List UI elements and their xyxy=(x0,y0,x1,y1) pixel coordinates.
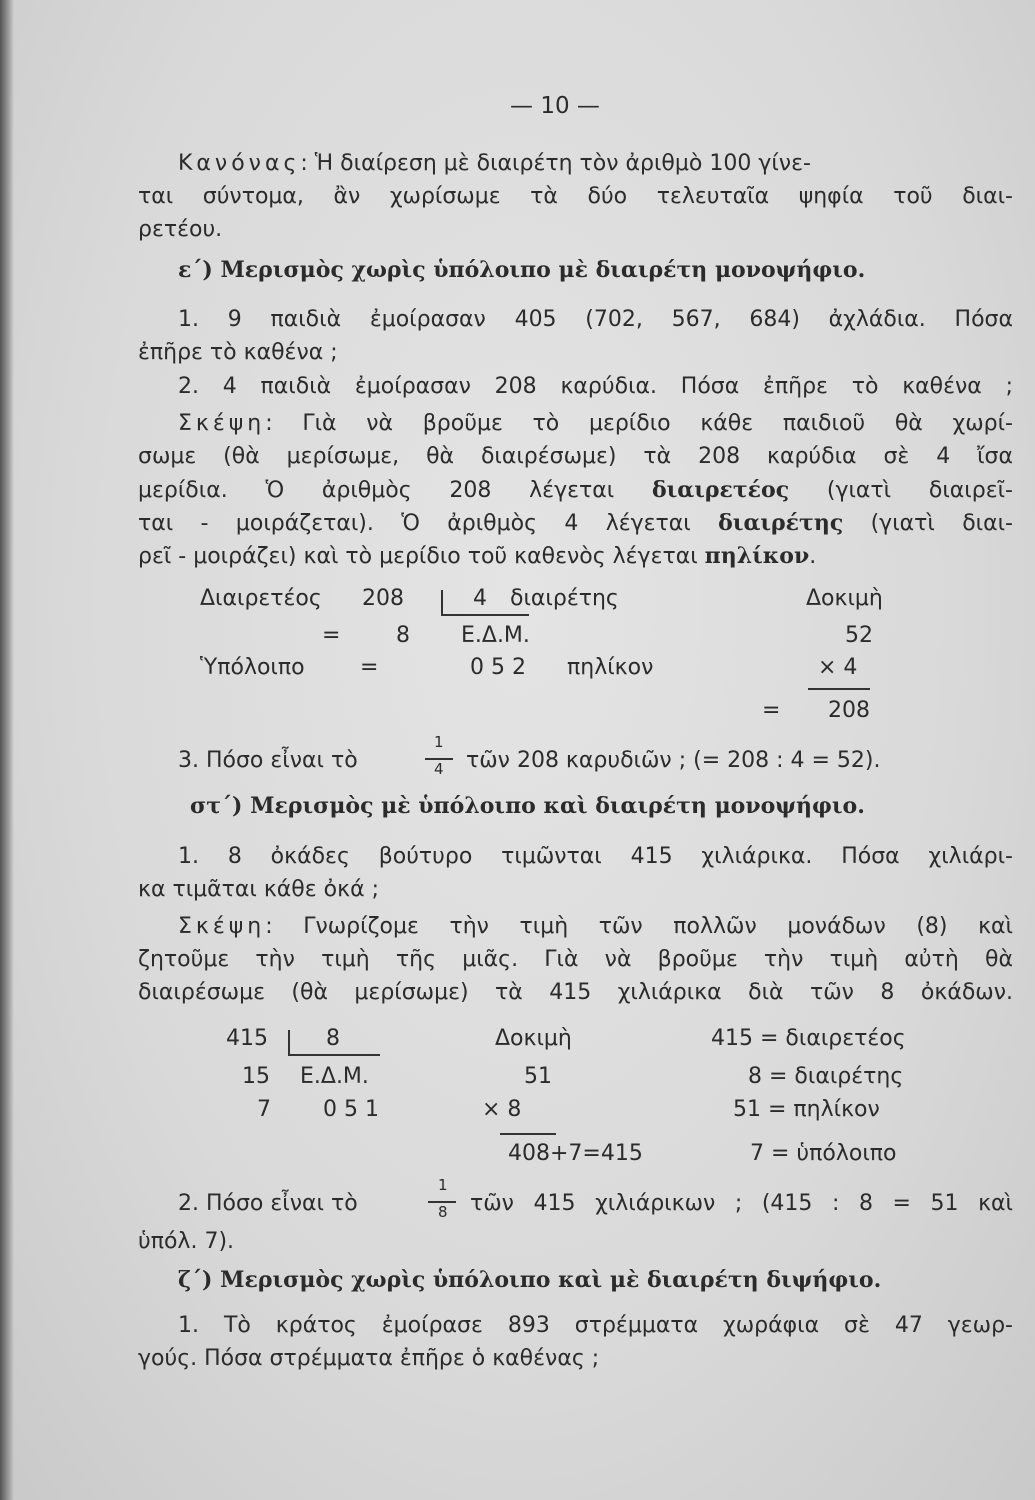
step-equals: = xyxy=(322,623,341,648)
check-result: 208 xyxy=(828,698,870,723)
division-bar xyxy=(441,590,443,616)
term-divisor: διαιρέτης xyxy=(718,510,844,536)
section-e-problem-3-start: 3. Πόσο εἶναι τὸ xyxy=(178,748,358,773)
edm-label: Ε.Δ.Μ. xyxy=(300,1064,369,1089)
remainder-equals: = xyxy=(360,655,379,680)
rule-line-3: ρετέου. xyxy=(138,217,223,242)
step-2: 7 xyxy=(257,1097,271,1122)
quotient-value: 0 5 1 xyxy=(323,1097,379,1122)
legend-divisor: 8 = διαιρέτης xyxy=(748,1064,904,1089)
section-e-thought-1: Σκέψη: Γιὰ νὰ βροῦμε τὸ μερίδιο κάθε παιδιοῦ θὰ χωρί- xyxy=(178,411,1013,436)
legend-quotient: 51 = πηλίκον xyxy=(733,1097,880,1122)
step-1: 15 xyxy=(242,1064,270,1089)
section-z-problem-1-cont: γούς. Πόσα στρέμματα ἐπῆρε ὁ καθένας ; xyxy=(138,1346,600,1371)
check-multiplier: × 8 xyxy=(482,1097,522,1122)
check-rule xyxy=(808,688,870,690)
check-multiplier: × 4 xyxy=(818,655,858,680)
section-e-thought-5: ρεῖ - μοιράζει) καὶ τὸ μερίδιο τοῦ καθενὸς λέγεται πηλίκον. xyxy=(138,543,817,569)
section-st-problem-2-end: τῶν 415 χιλιάρικων ; (415 : 8 = 51 καὶ xyxy=(470,1191,1013,1216)
fraction-denominator: 8 xyxy=(438,1203,448,1221)
legend-dividend: 415 = διαιρετέος xyxy=(711,1026,906,1051)
section-z-heading: ζ΄) Μερισμὸς χωρὶς ὑπόλοιπο καὶ μὲ διαιρέτη διψήφιο. xyxy=(178,1267,882,1293)
section-e-thought-3: μερίδια. Ὁ ἀριθμὸς 208 λέγεται διαιρετέος (γιατὶ διαιρεῖ- xyxy=(138,477,1013,503)
thought-label: Σκέψη xyxy=(178,914,266,939)
section-e-problem-1: 1. 9 παιδιὰ ἐμοίρασαν 405 (702, 567, 684) ἀχλάδια. Πόσα xyxy=(178,307,1013,332)
check-rule xyxy=(500,1133,556,1135)
check-quotient: 52 xyxy=(845,623,873,648)
section-st-heading: στ΄) Μερισμὸς μὲ ὑπόλοιπο καὶ διαιρέτη μονοψήφιο. xyxy=(190,793,865,819)
step-value: 8 xyxy=(396,623,410,648)
check-result: 408+7=415 xyxy=(508,1141,643,1166)
page-edge-shadow xyxy=(0,0,14,1500)
section-e-heading: ε΄) Μερισμὸς χωρὶς ὑπόλοιπο μὲ διαιρέτη μονοψήφιο. xyxy=(178,257,866,283)
section-st-problem-1-cont: κα τιμᾶται κάθε ὀκά ; xyxy=(138,877,379,902)
quotient-label: πηλίκον xyxy=(567,655,654,680)
rule-line-1: Κανόνας: Ἡ διαίρεση μὲ διαιρέτη τὸν ἀριθμὸ 100 γίνε- xyxy=(178,151,811,176)
division-bar xyxy=(288,1030,290,1056)
section-st-thought-2: ζητοῦμε τὴν τιμὴ τῆς μιᾶς. Γιὰ νὰ βροῦμε τὴν τιμὴ αὐτὴ θὰ xyxy=(138,947,1013,972)
section-e-problem-2: 2. 4 παιδιὰ ἐμοίρασαν 208 καρύδια. Πόσα ἐπῆρε τὸ καθένα ; xyxy=(178,374,1013,399)
section-e-problem-1-cont: ἐπῆρε τὸ καθένα ; xyxy=(138,340,338,365)
division-rule xyxy=(288,1054,380,1056)
section-st-thought-1: Σκέψη: Γνωρίζομε τὴν τιμὴ τῶν πολλῶν μονάδων (8) καὶ xyxy=(178,914,1013,939)
section-e-problem-3-end: τῶν 208 καρυδιῶν ; (= 208 : 4 = 52). xyxy=(466,748,881,773)
check-quotient: 51 xyxy=(524,1064,552,1089)
divisor-value: 4 xyxy=(473,586,487,611)
fraction-numerator: 1 xyxy=(434,733,444,751)
page-number: — 10 — xyxy=(510,93,600,119)
dividend-label: Διαιρετέος xyxy=(200,586,322,611)
check-equals: = xyxy=(762,698,781,723)
thought-label: Σκέψη xyxy=(178,411,266,436)
check-label: Δοκιμὴ xyxy=(806,586,883,611)
section-e-thought-2: σωμε (θὰ μερίσωμε, θὰ διαιρέσωμε) τὰ 208 καρύδια σὲ 4 ἴσα xyxy=(138,444,1013,469)
remainder-label: Ὑπόλοιπο xyxy=(200,655,305,680)
rule-label: Κανόνας xyxy=(178,151,301,176)
dividend-value: 208 xyxy=(362,586,404,611)
dividend-value: 415 xyxy=(226,1026,268,1051)
section-st-problem-2-cont: ὑπόλ. 7). xyxy=(138,1229,235,1254)
divisor-label: διαιρέτης xyxy=(510,586,619,611)
quotient-value: 0 5 2 xyxy=(470,655,526,680)
check-label: Δοκιμὴ xyxy=(495,1026,572,1051)
section-st-thought-3: διαιρέσωμε (θὰ μερίσωμε) τὰ 415 χιλιάρικα διὰ τῶν 8 ὀκάδων. xyxy=(138,980,1013,1005)
section-e-thought-4: ται - μοιράζεται). Ὁ ἀριθμὸς 4 λέγεται διαιρέτης (γιατὶ διαι- xyxy=(138,510,1013,536)
term-dividend: διαιρετέος xyxy=(651,477,790,503)
section-st-problem-2-start: 2. Πόσο εἶναι τὸ xyxy=(178,1191,358,1216)
fraction-denominator: 4 xyxy=(434,760,444,778)
edm-label: Ε.Δ.Μ. xyxy=(461,623,530,648)
section-st-problem-1: 1. 8 ὀκάδες βούτυρο τιμῶνται 415 χιλιάρικα. Πόσα χιλιάρι- xyxy=(178,844,1013,869)
section-z-problem-1: 1. Τὸ κράτος ἐμοίρασε 893 στρέμματα χωράφια σὲ 47 γεωρ- xyxy=(178,1313,1013,1338)
rule-line-2: ται σύντομα, ἂν χωρίσωμε τὰ δύο τελευταῖα ψηφία τοῦ διαι- xyxy=(138,184,1013,209)
fraction-numerator: 1 xyxy=(438,1176,448,1194)
term-quotient: πηλίκον xyxy=(704,543,810,569)
divisor-value: 8 xyxy=(326,1026,340,1051)
division-rule xyxy=(441,614,529,616)
legend-remainder: 7 = ὑπόλοιπο xyxy=(750,1141,897,1166)
